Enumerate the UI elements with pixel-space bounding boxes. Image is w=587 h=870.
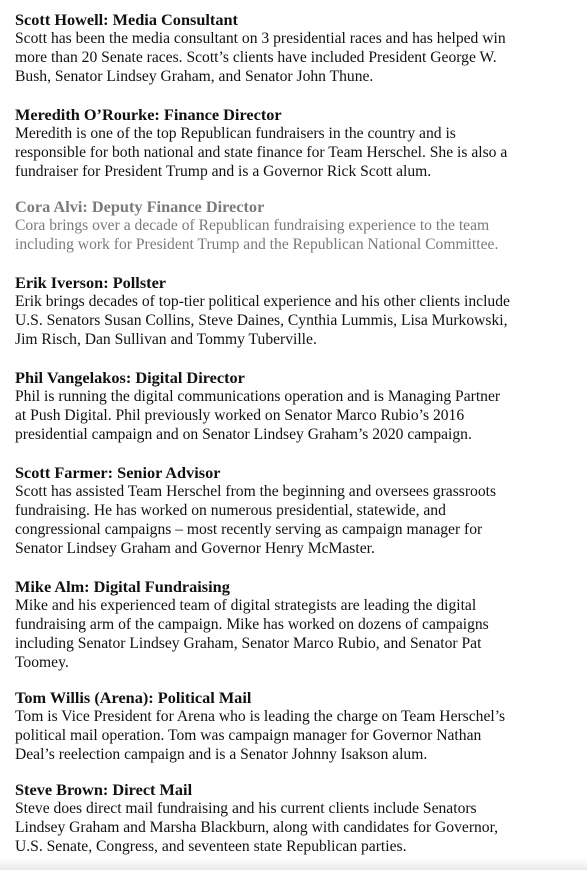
staff-entry-scott-howell bbox=[15, 10, 575, 86]
entry-body: Meredith is one of the top Republican fundraisers in the country and is responsible for both national and state finance for Team Herschel. She is also a fundraiser for President Trump and is a Governor Rick Scott alum. bbox=[15, 125, 508, 180]
entry-title: Cora Alvi: Deputy Finance Director bbox=[15, 197, 265, 216]
staff-entry-cora-alvi bbox=[15, 197, 575, 254]
entry-title: Scott Howell: Media Consultant bbox=[15, 10, 238, 29]
entry-title: Tom Willis (Arena): Political Mail bbox=[15, 688, 252, 707]
entry-body: Mike and his experienced team of digital strategists are leading the digital fundraising arm of the campaign. Mike has worked on dozens of campaigns including Senator Lindsey Graham, Senator Marco Rubio, and Senator Pat Toomey. bbox=[15, 597, 489, 671]
entry-body: Scott has assisted Team Herschel from the beginning and oversees grassroots fundraising. He has worked on numerous presidential, statewide, and congressional campaigns – most recently serving as campaign manager for Senator Lindsey Graham and Governor Henry McMaster. bbox=[15, 483, 497, 557]
entry-title: Scott Farmer: Senior Advisor bbox=[15, 463, 221, 482]
entry-body: Tom is Vice President for Arena who is leading the charge on Team Herschel’s political mail operation. Tom was campaign manager for Governor Nathan Deal’s reelection campaign and is a Senator Johnny Isakson alum. bbox=[15, 708, 506, 763]
staff-entry-scott-farmer bbox=[15, 463, 575, 558]
staff-entry-phil-vangelakos bbox=[15, 368, 575, 444]
entry-body: Cora brings over a decade of Republican fundraising experience to the team including work for President Trump and the Republican National Committee. bbox=[15, 217, 499, 253]
entry-body: Phil is running the digital communications operation and is Managing Partner at Push Digital. Phil previously worked on Senator Marco Rubio’s 2016 presidential campaign and on Senator Lindsey Graham’s 2020 campaign. bbox=[15, 388, 501, 443]
staff-entry-mike-alm bbox=[15, 577, 575, 672]
staff-entry-tom-willis bbox=[15, 688, 575, 764]
entry-body: Erik brings decades of top-tier political experience and his other clients include U.S. Senators Susan Collins, Steve Daines, Cynthia Lummis, Lisa Murkowski, Jim Risch, Dan Sullivan and Tommy Tuberville. bbox=[15, 293, 510, 348]
staff-entry-steve-brown bbox=[15, 780, 575, 856]
bottom-edge-shadow bbox=[0, 858, 587, 870]
staff-entry-erik-iverson bbox=[15, 273, 575, 349]
entry-title: Phil Vangelakos: Digital Director bbox=[15, 368, 245, 387]
entry-body: Steve does direct mail fundraising and his current clients include Senators Lindsey Graham and Marsha Blackburn, along with candidates for Governor, U.S. Senate, Congress, and seventeen state Republican parties. bbox=[15, 800, 499, 855]
staff-entry-meredith-orourke bbox=[15, 105, 575, 181]
entry-title: Meredith O’Rourke: Finance Director bbox=[15, 105, 282, 124]
entry-title: Mike Alm: Digital Fundraising bbox=[15, 577, 230, 596]
entry-body: Scott has been the media consultant on 3 presidential races and has helped win more than 20 Senate races. Scott’s clients have included President George W. Bush, Senator Lindsey Graham, and Senator John Thune. bbox=[15, 30, 506, 85]
entry-title: Erik Iverson: Pollster bbox=[15, 273, 167, 292]
entry-title: Steve Brown: Direct Mail bbox=[15, 780, 193, 799]
